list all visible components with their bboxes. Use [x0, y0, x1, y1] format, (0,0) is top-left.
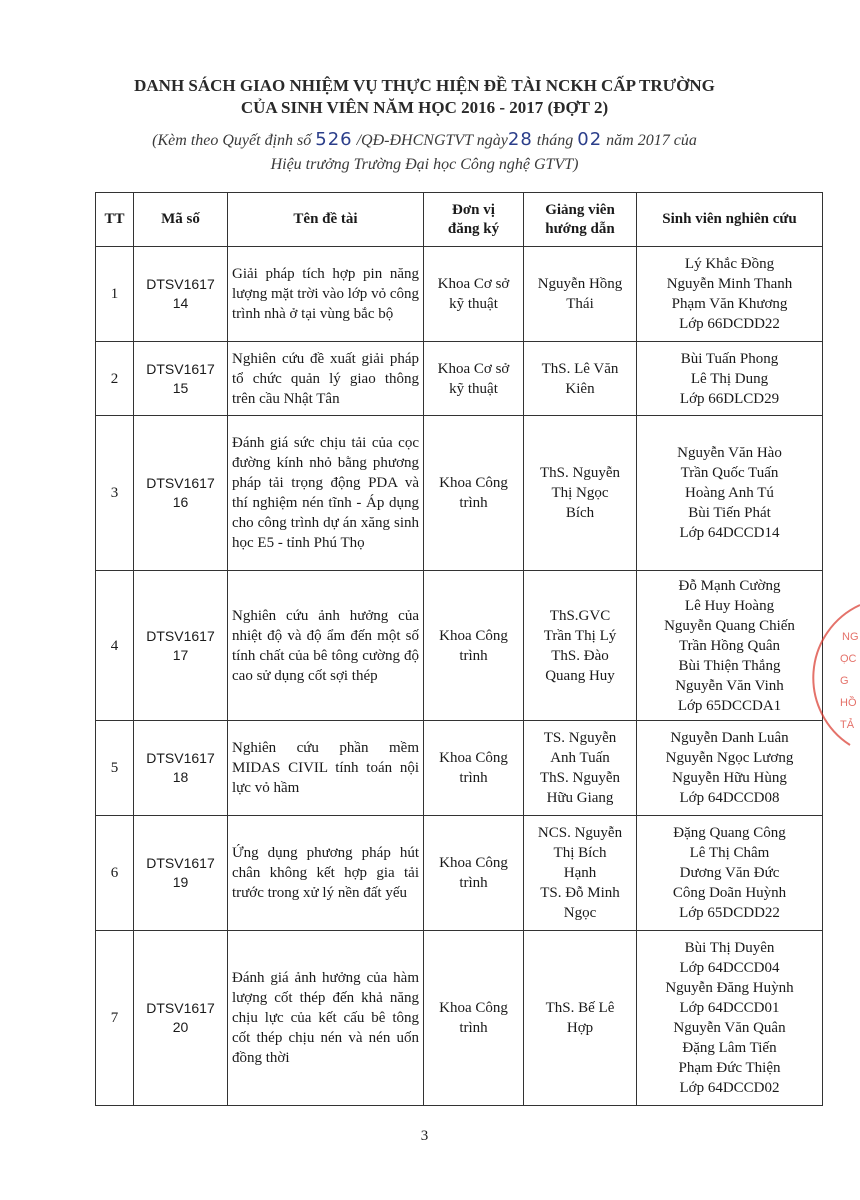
- decision-day: 28: [507, 129, 533, 150]
- advisor-line: Thị Ngọc: [551, 485, 609, 501]
- advisor-line: Quang Huy: [545, 667, 615, 684]
- advisor-line: Hữu Giang: [546, 790, 614, 806]
- cell-unit: [424, 571, 524, 721]
- cell-tt: 6: [96, 816, 134, 931]
- header-advisor: [524, 193, 637, 247]
- unit-line: Khoa Cơ sở: [437, 360, 510, 377]
- advisor-line: Nguyễn Hồng: [537, 276, 623, 292]
- advisor-line: Ngọc: [563, 905, 597, 921]
- advisor-line: ThS. Bế Lê: [545, 1000, 615, 1016]
- table-row: [96, 342, 823, 416]
- cell-tt: 5: [96, 721, 134, 816]
- cell-unit: [424, 247, 524, 342]
- cell-unit: [424, 931, 524, 1106]
- advisor-line: Hợp: [566, 1020, 594, 1036]
- student-line: Nguyễn Văn Hào: [677, 445, 782, 461]
- unit-line: kỹ thuật: [449, 380, 498, 397]
- code-line: 17: [172, 646, 189, 663]
- cell-topic: Nghiên cứu ảnh hưởng của nhiệt độ và độ ẩm đến một số tính chất của bê tông cường độ cao sử dụng cốt sợi thép: [228, 571, 424, 721]
- cell-tt: 1: [96, 247, 134, 342]
- student-line: Lớp 64DCCD14: [679, 525, 780, 541]
- cell-unit: [424, 816, 524, 931]
- advisor-line: TS. Đỗ Minh: [540, 885, 620, 901]
- student-line: Nguyễn Minh Thanh: [666, 276, 793, 292]
- student-line: Phạm Đức Thiện: [678, 1060, 781, 1076]
- student-line: Nguyễn Đăng Huỳnh: [665, 980, 794, 996]
- student-line: Hoàng Anh Tú: [685, 485, 774, 501]
- cell-code: [134, 571, 228, 721]
- header-unit-line: Đơn vị: [452, 201, 495, 218]
- student-line: Nguyễn Văn Quân: [673, 1020, 786, 1036]
- table-row: [96, 721, 823, 816]
- header-unit-line: đăng ký: [447, 220, 500, 237]
- unit-line: trình: [459, 770, 488, 786]
- advisor-line: ThS. Nguyễn: [540, 770, 620, 786]
- table-row: [96, 571, 823, 721]
- student-line: Lê Thị Dung: [690, 370, 769, 387]
- cell-code: [134, 416, 228, 571]
- advisor-line: Hạnh: [563, 865, 597, 881]
- cell-topic: Đánh giá ảnh hưởng của hàm lượng cốt thép đến khả năng chịu lực của kết cấu bê tông cốt thép chịu nén và nén uốn đồng thời: [228, 931, 424, 1106]
- table-row: [96, 416, 823, 571]
- subtitle-part-3: tháng: [532, 132, 578, 149]
- unit-line: trình: [459, 495, 488, 511]
- advisor-line: ThS. Lê Văn: [541, 360, 619, 377]
- advisor-line: Thái: [566, 296, 594, 312]
- cell-students: [637, 416, 823, 571]
- subtitle-line-1: [0, 128, 849, 153]
- cell-tt: 3: [96, 416, 134, 571]
- student-line: Phạm Văn Khương: [671, 296, 788, 312]
- student-line: Nguyễn Danh Luân: [670, 730, 789, 746]
- student-line: Bùi Tiến Phát: [688, 505, 771, 521]
- header-advisor-line: Giảng viên: [545, 201, 615, 218]
- code-line: DTSV1617: [146, 750, 215, 766]
- student-line: Bùi Thị Duyên: [684, 940, 775, 956]
- table-row: [96, 247, 823, 342]
- code-line: 19: [172, 874, 189, 890]
- cell-advisor: [524, 416, 637, 571]
- student-line: Công Doãn Huỳnh: [672, 885, 787, 901]
- header-topic: Tên đề tài: [228, 193, 424, 247]
- page-number: 3: [420, 1128, 429, 1144]
- cell-topic: Nghiên cứu đề xuất giải pháp tổ chức quản lý giao thông trên cầu Nhật Tân: [228, 342, 424, 416]
- advisor-line: Trần Thị Lý: [543, 627, 617, 644]
- cell-unit: [424, 721, 524, 816]
- code-line: DTSV1617: [146, 1000, 215, 1016]
- student-line: Lê Huy Hoàng: [684, 597, 775, 614]
- code-line: DTSV1617: [146, 276, 215, 292]
- cell-advisor: [524, 931, 637, 1106]
- title-line-1: DANH SÁCH GIAO NHIỆM VỤ THỰC HIỆN ĐỀ TÀI NCKH CẤP TRƯỜNG: [134, 76, 715, 95]
- advisor-line: Kiên: [565, 380, 595, 397]
- cell-students: [637, 721, 823, 816]
- advisor-line: ThS. Đào: [551, 647, 609, 664]
- subtitle-part-2: /QĐ-ĐHCNGTVT ngày: [352, 132, 508, 149]
- unit-line: Khoa Công: [439, 855, 508, 871]
- table-row: [96, 816, 823, 931]
- subtitle-line-2: Hiệu trưởng Trường Đại học Công nghệ GTVT): [270, 156, 579, 173]
- cell-code: [134, 816, 228, 931]
- unit-line: trình: [459, 647, 488, 664]
- student-line: Nguyễn Quang Chiến: [664, 617, 795, 634]
- red-stamp-fragment: [830, 600, 860, 750]
- code-line: 14: [172, 295, 189, 311]
- unit-line: Khoa Công: [439, 750, 508, 766]
- stamp-glyph: TẢ: [840, 719, 855, 731]
- cell-students: [637, 571, 823, 721]
- code-line: 15: [172, 379, 189, 396]
- student-line: Đặng Lâm Tiến: [682, 1040, 777, 1056]
- advisor-line: ThS.GVC: [549, 607, 611, 624]
- cell-advisor: [524, 721, 637, 816]
- cell-code: [134, 721, 228, 816]
- cell-tt: 2: [96, 342, 134, 416]
- advisor-line: NCS. Nguyễn: [537, 825, 623, 841]
- decision-month: 02: [577, 129, 603, 150]
- student-line: Đỗ Mạnh Cường: [678, 577, 781, 594]
- advisor-line: Anh Tuấn: [550, 750, 610, 766]
- cell-topic: Giải pháp tích hợp pin năng lượng mặt trời vào lớp vỏ công trình nhà ở tại vùng bắc bộ: [228, 247, 424, 342]
- student-line: Bùi Thiện Thắng: [678, 657, 781, 674]
- student-line: Lớp 64DCCD08: [679, 790, 780, 806]
- student-line: Bùi Tuấn Phong: [680, 350, 779, 367]
- student-line: Đặng Quang Công: [673, 825, 786, 841]
- header-students: Sinh viên nghiên cứu: [637, 193, 823, 247]
- cell-unit: [424, 416, 524, 571]
- cell-tt: 4: [96, 571, 134, 721]
- advisor-line: ThS. Nguyễn: [540, 465, 620, 481]
- unit-line: trình: [459, 1020, 488, 1036]
- cell-advisor: [524, 816, 637, 931]
- cell-students: [637, 247, 823, 342]
- student-line: Lê Thị Châm: [689, 845, 770, 861]
- student-line: Lớp 64DCCD01: [679, 1000, 780, 1016]
- stamp-glyph: ỌC: [840, 653, 857, 665]
- stamp-glyph: HỒ: [840, 697, 857, 709]
- student-line: Nguyễn Ngọc Lương: [665, 750, 794, 766]
- code-line: 16: [172, 494, 189, 510]
- unit-line: Khoa Cơ sở: [437, 276, 510, 292]
- unit-line: Khoa Công: [439, 475, 508, 491]
- cell-advisor: [524, 571, 637, 721]
- cell-students: [637, 342, 823, 416]
- code-line: DTSV1617: [146, 475, 215, 491]
- cell-code: [134, 931, 228, 1106]
- student-line: Trần Hồng Quân: [678, 637, 781, 654]
- code-line: DTSV1617: [146, 627, 215, 644]
- student-line: Lớp 65DCCDA1: [677, 697, 782, 714]
- decision-number: 526: [315, 129, 353, 150]
- cell-students: [637, 931, 823, 1106]
- header-code: Mã số: [134, 193, 228, 247]
- code-line: 20: [172, 1019, 189, 1035]
- subtitle-part-1: (Kèm theo Quyết định số: [152, 132, 316, 149]
- header-tt: TT: [96, 193, 134, 247]
- cell-unit: [424, 342, 524, 416]
- unit-line: Khoa Công: [439, 627, 508, 644]
- student-line: Lớp 64DCCD04: [679, 960, 780, 976]
- document-subtitle: [0, 128, 849, 177]
- code-line: DTSV1617: [146, 360, 215, 377]
- header-unit: [424, 193, 524, 247]
- unit-line: kỹ thuật: [449, 296, 498, 312]
- header-advisor-line: hướng dẫn: [545, 220, 615, 237]
- student-line: Lý Khắc Đồng: [684, 256, 775, 272]
- code-line: DTSV1617: [146, 855, 215, 871]
- table-header-row: [96, 193, 823, 247]
- cell-topic: Đánh giá sức chịu tải của cọc đường kính nhỏ bằng phương pháp tải trọng động PDA và thí nghiệm nén tĩnh - Áp dụng cho công trình dự án xăng sinh học E5 - tỉnh Phú Thọ: [228, 416, 424, 571]
- cell-topic: Nghiên cứu phần mềm MIDAS CIVIL tính toán nội lực vỏ hầm: [228, 721, 424, 816]
- stamp-glyph: G: [840, 675, 849, 687]
- student-line: Nguyễn Văn Vinh: [675, 677, 784, 694]
- cell-code: [134, 247, 228, 342]
- stamp-glyph: NG: [842, 631, 859, 643]
- student-line: Trần Quốc Tuấn: [680, 465, 779, 481]
- advisor-line: TS. Nguyễn: [543, 730, 617, 746]
- code-line: 18: [172, 769, 189, 785]
- document-title: [0, 75, 849, 119]
- cell-tt: 7: [96, 931, 134, 1106]
- student-line: Lớp 66DLCD29: [679, 390, 780, 407]
- cell-code: [134, 342, 228, 416]
- student-line: Nguyễn Hữu Hùng: [672, 770, 787, 786]
- table-row: [96, 931, 823, 1106]
- subtitle-part-4: năm 2017 của: [602, 132, 697, 149]
- cell-advisor: [524, 342, 637, 416]
- advisor-line: Thị Bích: [553, 845, 607, 861]
- unit-line: Khoa Công: [439, 1000, 508, 1016]
- cell-students: [637, 816, 823, 931]
- cell-advisor: [524, 247, 637, 342]
- student-line: Lớp 65DCDD22: [679, 905, 780, 921]
- topics-table: [95, 192, 823, 1106]
- student-line: Lớp 64DCCD02: [679, 1080, 780, 1096]
- cell-topic: Ứng dụng phương pháp hút chân không kết hợp gia tải trước trong xử lý nền đất yếu: [228, 816, 424, 931]
- student-line: Dương Văn Đức: [679, 865, 780, 881]
- student-line: Lớp 66DCDD22: [679, 316, 780, 332]
- unit-line: trình: [459, 875, 488, 891]
- advisor-line: Bích: [565, 505, 595, 521]
- title-line-2: CỦA SINH VIÊN NĂM HỌC 2016 - 2017 (ĐỢT 2): [240, 98, 609, 117]
